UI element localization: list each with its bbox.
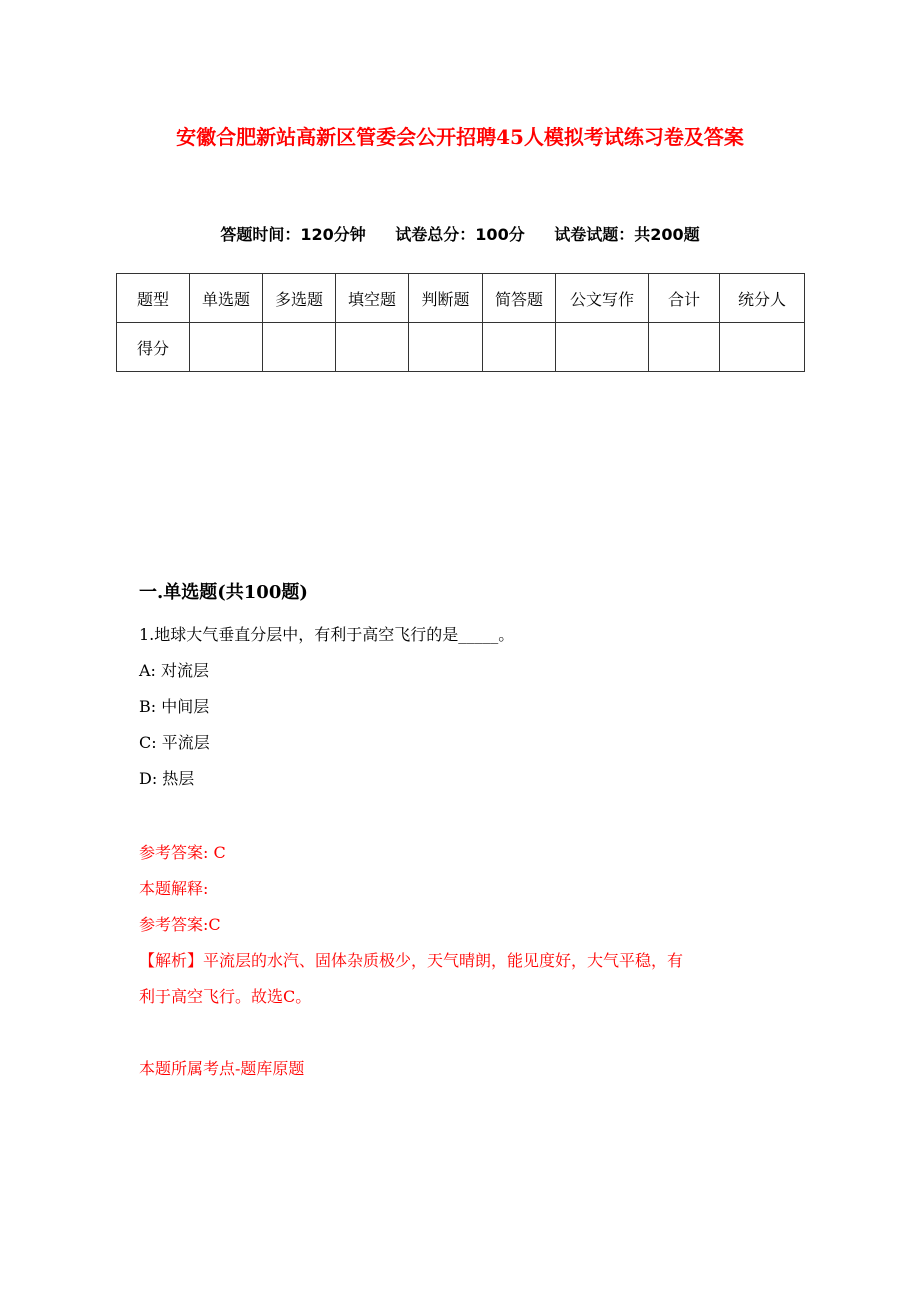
exam-meta bbox=[0, 222, 920, 245]
score-table bbox=[116, 273, 805, 372]
score-cell bbox=[720, 323, 805, 372]
header-cell-scorer: 统分人 bbox=[720, 274, 805, 323]
exam-question-count: 试卷试题：共200题 bbox=[554, 225, 700, 244]
analysis-line-1: 【解析】平流层的水汽、固体杂质极少，天气晴朗，能见度好，大气平稳，有 bbox=[139, 951, 684, 970]
section-heading: 一.单选题(共100题) bbox=[139, 582, 308, 603]
header-cell-type: 题型 bbox=[117, 274, 190, 323]
topic-label: 本题所属考点-题库原题 bbox=[139, 1059, 305, 1078]
header-cell-single-choice: 单选题 bbox=[190, 274, 263, 323]
header-cell-total: 合计 bbox=[649, 274, 720, 323]
reference-answer: 参考答案: C bbox=[139, 843, 226, 862]
option-a: A: 对流层 bbox=[139, 661, 210, 680]
explanation-answer: 参考答案:C bbox=[139, 915, 221, 934]
score-cell bbox=[190, 323, 263, 372]
score-cell bbox=[649, 323, 720, 372]
exam-time: 答题时间：120分钟 bbox=[220, 225, 366, 244]
score-cell bbox=[483, 323, 556, 372]
analysis-line-2: 利于高空飞行。故选C。 bbox=[139, 987, 312, 1006]
header-cell-official-writing: 公文写作 bbox=[556, 274, 649, 323]
score-cell bbox=[556, 323, 649, 372]
score-cell bbox=[263, 323, 336, 372]
score-table-header-row bbox=[117, 274, 805, 323]
option-c: C: 平流层 bbox=[139, 733, 210, 752]
option-b: B: 中间层 bbox=[139, 697, 210, 716]
row-label-score: 得分 bbox=[117, 323, 190, 372]
header-cell-multiple-choice: 多选题 bbox=[263, 274, 336, 323]
document-title: 安徽合肥新站高新区管委会公开招聘45人模拟考试练习卷及答案 bbox=[176, 125, 744, 149]
question-stem: 1.地球大气垂直分层中，有利于高空飞行的是_____。 bbox=[139, 625, 515, 644]
header-cell-short-answer: 简答题 bbox=[483, 274, 556, 323]
score-table-score-row bbox=[117, 323, 805, 372]
score-cell bbox=[409, 323, 483, 372]
option-d: D: 热层 bbox=[139, 769, 195, 788]
header-cell-true-false: 判断题 bbox=[409, 274, 483, 323]
header-cell-fill-blank: 填空题 bbox=[336, 274, 409, 323]
exam-total-score: 试卷总分：100分 bbox=[395, 225, 525, 244]
score-cell bbox=[336, 323, 409, 372]
explanation-label: 本题解释: bbox=[139, 879, 209, 898]
